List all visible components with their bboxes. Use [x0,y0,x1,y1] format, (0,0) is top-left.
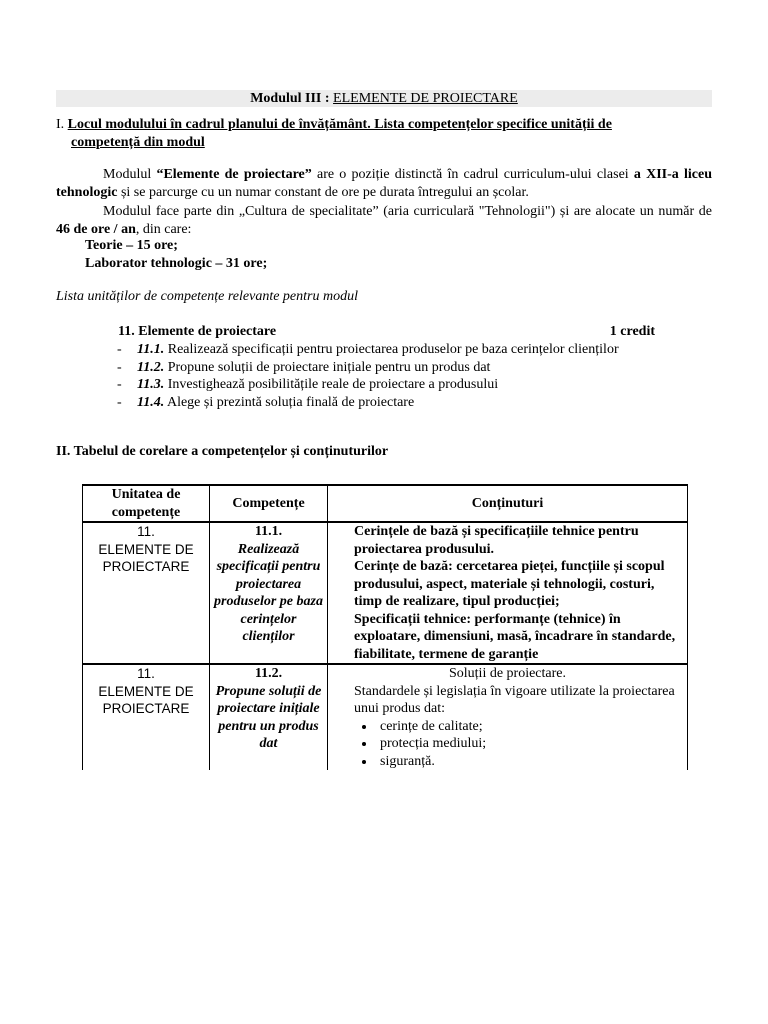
total-hours-emphasis: 46 de ore / an [56,221,136,237]
competence-text: Investighează posibilitățile reale de proiectare a produsului [164,377,499,392]
list-item: • cerințe de calitate; [376,718,683,736]
competence-text: Propune soluții de proiectare inițiale pentru un produs dat [164,359,491,375]
competence-list [117,341,619,411]
unit-cell [83,664,210,770]
module-description-paragraph [56,166,712,201]
header-contents: Conținuturi [328,485,688,522]
header-unit: Unitatea de competențe [83,485,210,522]
competence-code: 11.2. [137,359,165,375]
unit-name: 11. Elemente de proiectare [118,324,277,339]
unit-title: ELEMENTE DE PROIECTARE [98,683,194,716]
unit-cell [83,522,210,664]
module-name-emphasis: “Elemente de proiectare” [156,167,312,182]
standards-bullet-list [332,718,683,771]
unit-number: 11. [137,666,155,681]
section-2-heading: II. Tabelul de corelare a competențelor și conținuturilor [56,444,389,459]
hours-breakdown [85,237,267,272]
paragraph-1-text-b: are o poziție distinctă în cadrul curriculum-ului clasei [311,167,634,182]
unit-title: ELEMENTE DE PROIECTARE [98,541,194,574]
content-standards: Standardele și legislația în vigoare utilizate la proiectarea unui produs dat: [354,683,675,716]
section-1-line-2: competență din modul [71,134,205,150]
competence-code: 11.1. [137,342,165,357]
table-header-row [83,485,688,522]
contents-cell [328,664,688,770]
lab-hours: Laborator tehnologic – 31 ore; [85,255,268,271]
table-row [83,522,688,664]
list-item: • protecția mediului; [376,735,683,753]
list-item: - 11.2. Propune soluții de proiectare inițiale pentru un produs dat [117,359,491,375]
module-hours-paragraph [56,203,712,238]
class-emphasis: a XII-a liceu tehnologic [56,167,712,200]
competence-cell [210,664,328,770]
list-item: - 11.4. Alege și prezintă soluția finală de proiectare [117,394,415,410]
section-1-heading [56,116,712,151]
competence-cell [210,522,328,664]
contents-cell [328,522,688,664]
competence-code: 11.2. [254,666,283,681]
module-title: ELEMENTE DE PROIECTARE [333,91,518,106]
competence-list-title: Lista unităților de competențe relevante pentru modul [56,289,358,304]
competence-text: Alege și prezintă soluția finală de proiectare [164,394,415,410]
module-prefix: Modulul III : [250,91,334,106]
unit-number: 11. [137,524,155,539]
theory-hours: Teorie – 15 ore; [85,238,178,253]
section-1-number: I. [56,117,65,132]
content-requirements-detail: Cerințe de bază: cercetarea pieței, funcțiile și scopul produsului, aspect, materiale și tehnologii, costuri, timp de realizare, tipul producției; [354,559,665,609]
competence-code: 11.4. [137,394,165,410]
module-title-bar [56,90,712,107]
header-competences: Competențe [210,485,328,522]
section-1-line-1: Locul modulului în cadrul planului de învățământ. Lista competențelor specifice unității de [67,117,612,132]
competence-unit-line [118,323,655,341]
paragraph-2-text-a: Modulul face parte din „Cultura de specialitate” (aria curriculară "Tehnologii") și are alocate un număr de [103,204,712,219]
table-row [83,664,688,770]
competence-code: 11.3. [137,377,165,392]
list-item: - 11.1. Realizează specificații pentru proiectarea produselor pe baza cerințelor clienților [117,342,619,357]
competence-code: 11.1. [254,524,283,539]
content-basic-requirements: Cerințele de bază și specificațiile tehnice pentru proiectarea produsului. [354,524,639,557]
list-item: - 11.3. Investighează posibilitățile reale de proiectare a produsului [117,377,499,392]
paragraph-1-text-c: și se parcurge cu un numar constant de ore pe durata întregului an școlar. [117,184,529,200]
content-technical-specs: Specificații tehnice: performanțe (tehnice) în exploatare, dimensiuni, masă, încadrare în standarde, fiabilitate, termene de garanție [354,611,676,662]
content-design-solutions: Soluții de proiectare. [448,666,567,681]
competence-text: Realizează specificații pentru proiectarea produselor pe baza cerințelor clienților [164,342,619,357]
competence-description: Realizează specificații pentru proiectarea produselor pe baza cerințelor clienților [214,541,323,644]
paragraph-2-text-b: , din care: [135,221,192,237]
list-item: • siguranță. [376,753,683,771]
correlation-table [82,484,688,770]
unit-credit: 1 credit [609,324,655,339]
competence-description: Propune soluții de proiectare inițiale pentru un produs dat [215,683,322,751]
paragraph-1-text-a: Modulul [103,167,157,182]
